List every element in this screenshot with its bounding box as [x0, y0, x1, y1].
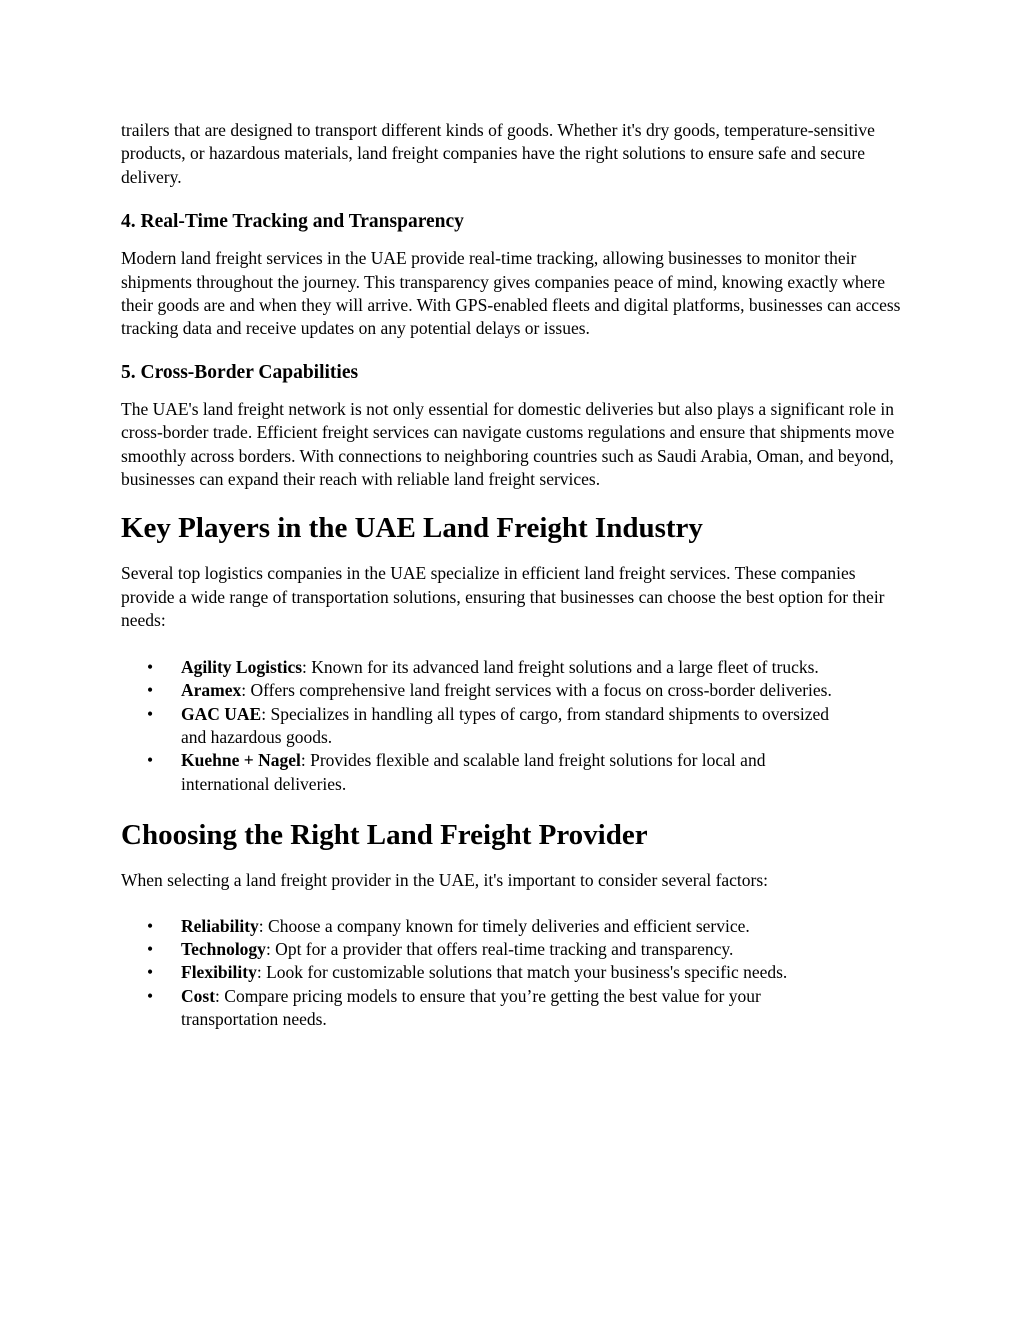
list-item: [121, 961, 856, 984]
list-item: [121, 749, 856, 796]
choosing-intro: When selecting a land freight provider in the UAE, it's important to consider several factors:: [121, 870, 769, 891]
item-name: Cost: [181, 985, 216, 1006]
item-desc: : Compare pricing models to ensure that you’re getting the best value for your transportation needs.: [181, 985, 761, 1030]
list-item: [121, 656, 856, 679]
item-name: Aramex: [181, 680, 242, 701]
choosing-heading: Choosing the Right Land Freight Provider: [121, 819, 648, 852]
intro-paragraph: trailers that are designed to transport different kinds of goods. Whether it's dry goods, temperature-sensitive products, or hazardous materials, land freight companies have the right solutions to ensure safe and secure delivery.: [121, 120, 875, 187]
item-desc: : Offers comprehensive land freight services with a focus on cross-border deliveries.: [241, 680, 832, 701]
list-item: [121, 915, 856, 938]
choosing-list: [121, 915, 856, 1032]
item-desc: : Known for its advanced land freight solutions and a large fleet of trucks.: [302, 656, 819, 677]
item-desc: : Specializes in handling all types of cargo, from standard shipments to oversized and hazardous goods.: [181, 703, 830, 747]
list-item: [121, 679, 856, 702]
document-page: [121, 119, 911, 1032]
key-players-heading: Key Players in the UAE Land Freight Industry: [121, 512, 703, 545]
item-name: Agility Logistics: [181, 656, 303, 677]
key-players-intro: Several top logistics companies in the UAE specialize in efficient land freight services. These companies provide a wide range of transportation solutions, ensuring that businesses can choose the best option for their needs:: [121, 563, 885, 631]
section5-body: The UAE's land freight network is not only essential for domestic deliveries but also plays a significant role in cross-border trade. Efficient freight services can navigate customs regulations and ensure that shipments move smoothly across borders. With connections to neighboring countries such as Saudi Arabia, Oman, and beyond, businesses can expand their reach with reliable land freight services.: [121, 398, 895, 490]
item-name: Reliability: [181, 915, 259, 936]
item-desc: : Opt for a provider that offers real-time tracking and transparency.: [265, 938, 734, 959]
section4-body: Modern land freight services in the UAE provide real-time tracking, allowing businesses to monitor their shipments throughout the journey. This transparency gives companies peace of mind, knowing exactly where their goods are and when they will arrive. With GPS-enabled fleets and digital platforms, businesses can access tracking data and receive updates on any potential delays or issues.: [121, 248, 901, 339]
item-desc: : Provides flexible and scalable land freight solutions for local and international deliveries.: [181, 750, 766, 794]
item-name: Kuehne + Nagel: [181, 750, 301, 771]
list-item: [121, 938, 856, 961]
item-desc: : Choose a company known for timely deliveries and efficient service.: [258, 915, 750, 936]
item-desc: : Look for customizable solutions that match your business's specific needs.: [256, 962, 788, 983]
list-item: [121, 985, 856, 1032]
list-item: [121, 703, 856, 750]
item-name: Technology: [181, 938, 266, 959]
section5-heading: 5. Cross-Border Capabilities: [121, 361, 359, 383]
item-name: GAC UAE: [181, 703, 262, 724]
key-players-list: [121, 656, 856, 796]
section4-heading: 4. Real-Time Tracking and Transparency: [121, 211, 464, 233]
item-name: Flexibility: [181, 962, 257, 983]
